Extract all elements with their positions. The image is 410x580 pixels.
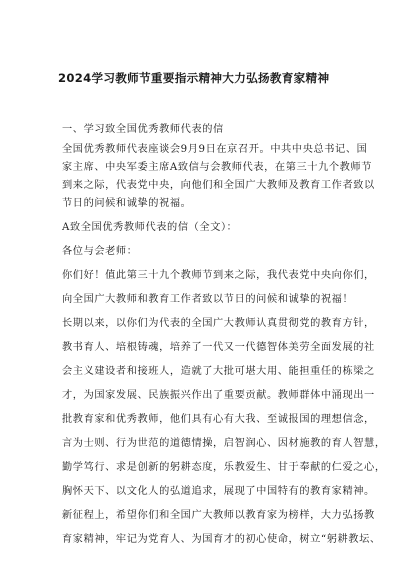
paragraph-line: 勤学笃行、求是创新的躬耕态度，乐教爱生、甘于奉献的仁爱之心，: [62, 462, 386, 473]
paragraph-line: 向全国广大教师和教育工作者致以节日的问候和诚挚的祝福！: [62, 294, 354, 305]
letter-title: A致全国优秀教师代表的信（全文）：: [62, 222, 238, 233]
paragraph-line: 节日的问候和诚挚的祝福。: [62, 198, 192, 209]
paragraph-line: 全国优秀教师代表座谈会9月9日在京召开。中共中央总书记、国: [62, 144, 368, 155]
paragraph-line: 教书育人、培根铸魂，培养了一代又一代德智体美劳全面发展的社: [62, 342, 375, 353]
paragraph-line: 会主义建设者和接班人，造就了大批可堪大用、能担重任的栋梁之: [62, 366, 375, 377]
document-title: 2024学习教师节重要指示精神大力弘扬教育家精神: [58, 71, 330, 85]
paragraph-line: 新征程上，希望你们和全国广大教师以教育家为榜样，大力弘扬教: [62, 510, 375, 521]
paragraph-line: 长期以来，以你们为代表的全国广大教师认真贯彻党的教育方针，: [62, 318, 375, 329]
paragraph-line: 言为士则、行为世范的道德情操，启智润心、因材施教的育人智慧，: [62, 438, 386, 449]
paragraph-line: 育家精神，牢记为党育人、为国育才的初心使命，树立“躬耕教坛、: [62, 534, 381, 545]
paragraph-line: 胸怀天下、以文化人的弘道追求，展现了中国特有的教育家精神。: [62, 486, 375, 497]
paragraph-line: 才，为国家发展、民族振兴作出了重要贡献。教师群体中涌现出一: [62, 390, 375, 401]
section-heading: 一、学习致全国优秀教师代表的信: [62, 124, 224, 135]
paragraph-line: 家主席、中央军委主席A致信与会教师代表，在第三十九个教师节: [62, 162, 373, 173]
letter-salutation: 各位与会老师：: [62, 246, 138, 257]
paragraph-line: 你们好！值此第三十九个教师节到来之际，我代表党中央向你们，: [62, 270, 375, 281]
paragraph-line: 到来之际，代表党中央，向他们和全国广大教师及教育工作者致以: [62, 180, 375, 191]
paragraph-line: 批教育家和优秀教师，他们具有心有大我、至诚报国的理想信念，: [62, 414, 375, 425]
